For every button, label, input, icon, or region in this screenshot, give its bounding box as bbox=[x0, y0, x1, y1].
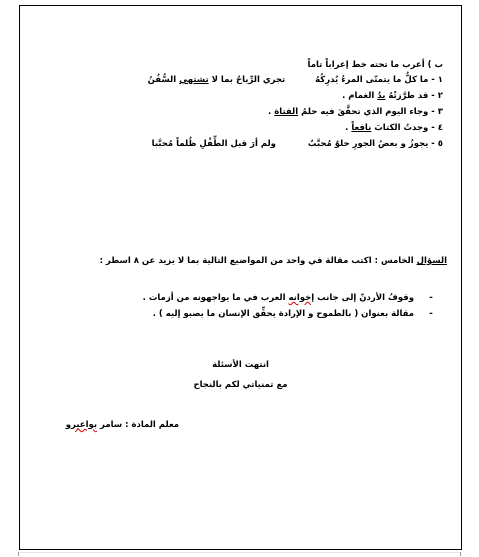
ruler-tick-left bbox=[18, 552, 19, 556]
line4-underlined: نافعاً bbox=[351, 123, 372, 133]
item-1-dash: - bbox=[429, 293, 433, 303]
question-5-item-1 bbox=[143, 293, 445, 304]
question-5-title bbox=[100, 256, 447, 267]
line3-underlined: الفتاة bbox=[274, 107, 299, 117]
line2-underlined: يدُ bbox=[377, 91, 386, 101]
bottom-ruler-edge bbox=[18, 552, 461, 557]
line3-part-a: ٣ - وجاء اليوم الذي تحقَّقَ فيه حلمُ bbox=[301, 107, 443, 117]
section-b-line-3 bbox=[268, 107, 443, 118]
section-b-line-2 bbox=[342, 91, 443, 102]
line1-part-a: ١ - ما كلُّ ما يتمنّى المرءُ يُدرِكُهُ bbox=[315, 75, 443, 85]
line1-part-b: تجري الرِّياحُ بما لا bbox=[211, 75, 286, 85]
line1-underlined: تشتهي bbox=[179, 75, 209, 85]
teacher-name-last: بواعيرو bbox=[65, 420, 98, 430]
end-text: انتهت الأسئلة bbox=[212, 360, 269, 370]
line1-part-c: السُّفُنُ bbox=[147, 75, 177, 85]
teacher-signature bbox=[66, 420, 179, 431]
ruler-tick-right bbox=[460, 552, 461, 556]
question-5-title-underlined: السؤال bbox=[416, 256, 447, 266]
item-1-part-b: العرب في ما يواجهونه من أزمات . bbox=[142, 293, 286, 303]
line3-part-b: . bbox=[268, 107, 272, 117]
page-frame bbox=[19, 5, 462, 550]
wishes-text: مع تمنياتي لكم بالنجاح bbox=[193, 380, 288, 390]
item-1-flagged-word: إخوانه bbox=[288, 293, 315, 303]
teacher-name-first: سامر bbox=[100, 420, 123, 430]
item-1-part-a: وقوفُ الأردنّ إلى جانب bbox=[317, 293, 415, 303]
teacher-label: معلم المادة : bbox=[125, 420, 179, 430]
section-b-line-1 bbox=[148, 75, 443, 86]
line4-part-b: . bbox=[345, 123, 349, 133]
question-5-item-2 bbox=[153, 309, 445, 320]
line2-part-b: الغمام . bbox=[342, 91, 375, 101]
line5-part-b: ولم أرَ قبل الطِّفْلِ ظُلماً مُحبَّبا bbox=[151, 139, 276, 149]
section-b-title-text: ب ) أعرب ما تحته خط إعراباً تاماً bbox=[307, 60, 443, 70]
section-b-title bbox=[308, 60, 443, 71]
question-5-title-rest: الخامس : اكتب مقالة في واحد من المواضيع التالية بما لا يزيد عن ٨ اسطر : bbox=[99, 256, 414, 266]
line2-part-a: ٢ - قد طرَّزتْهُ bbox=[388, 91, 443, 101]
section-b-line-5 bbox=[152, 139, 443, 150]
item-2-text: مقالة بعنوان ( بالطموح و الإرادة يحقِّق الإنسان ما يصبو إليه ) . bbox=[152, 309, 415, 319]
item-2-dash: - bbox=[429, 309, 433, 319]
line5-part-a: ٥ - يجوزُ و بعضُ الجورِ حلوٌ مُحبَّبٌ bbox=[307, 139, 443, 149]
line4-part-a: ٤ - وجدتُ الكتابَ bbox=[374, 123, 443, 133]
closing-end-text bbox=[20, 360, 461, 371]
closing-wishes bbox=[20, 380, 461, 391]
section-b-line-4 bbox=[345, 123, 443, 134]
